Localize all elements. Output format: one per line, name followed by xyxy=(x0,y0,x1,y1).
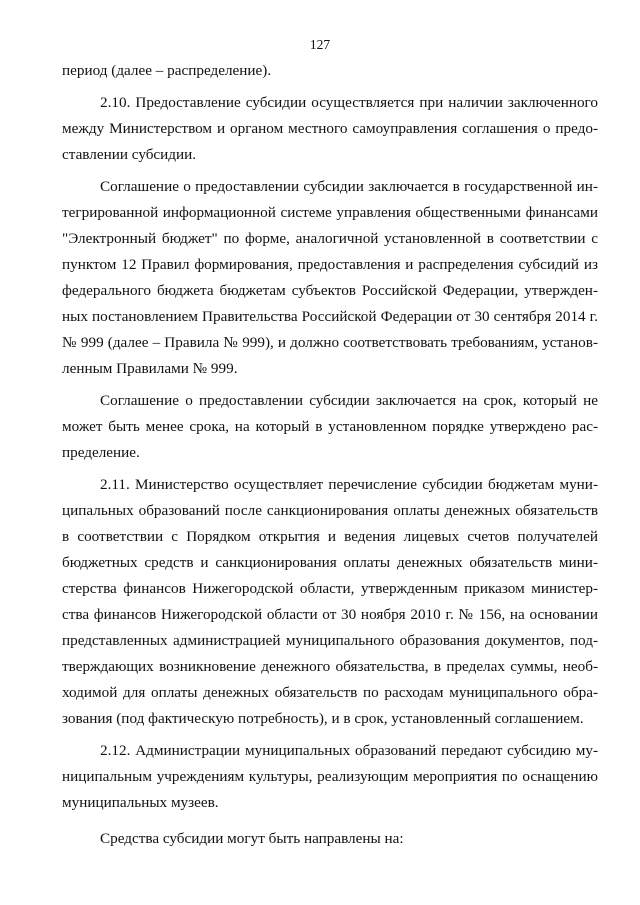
paragraph-2-11: 2.11. Министерство осуществляет перечисление субсидии бюджетам муниципальных образований после санкционирования оплаты денежных обязательств в соответствии с Порядком открытия и ведения лицевых счетов получателей бюджетных средств и санкционирования оплаты денежных обязательств министерства финансов Нижегородской области, утвержденным приказом министерства финансов Нижегородской области от 30 ноября 2010 г. № 156, на основании представленных администрацией муниципального образования документов, подтверждающих возникновение денежного обязательства, в пределах суммы, необходимой для оплаты денежных обязательств по расходам муниципального образования (под фактическую потребность), и в срок, установленный соглашением. xyxy=(62,476,598,727)
paragraph-2-12: 2.12. Администрации муниципальных образований передают субсидию муниципальным учреждениям культуры, реализующим мероприятия по оснащению муниципальных музеев. xyxy=(62,742,598,811)
paragraph-2-10: 2.10. Предоставление субсидии осуществляется при наличии заключенного между Министерством и органом местного самоуправления соглашения о предоставлении субсидии. xyxy=(62,94,598,163)
paragraph-agreement-term: Соглашение о предоставлении субсидии заключается на срок, который не может быть менее срока, на который в установленном порядке утверждено распределение. xyxy=(62,392,598,461)
paragraph-funds-usage: Средства субсидии могут быть направлены на: xyxy=(100,830,404,847)
paragraph-continuation: период (далее – распределение). xyxy=(62,62,272,79)
document-body xyxy=(62,58,598,858)
page-number: 127 xyxy=(309,37,331,52)
paragraph-agreement-system: Соглашение о предоставлении субсидии заключается в государственной интегрированной информационной системе управления общественными финансами "Электронный бюджет" по форме, аналогичной установленной в соответствии с пунктом 12 Правил формирования, предоставления и распределения субсидий из федерального бюджета бюджетам субъектов Российской Федерации, утвержденных постановлением Правительства Российской Федерации от 30 сентября 2014 г. № 999 (далее – Правила № 999), и должно соответствовать требованиям, установленным Правилами № 999. xyxy=(62,178,598,377)
